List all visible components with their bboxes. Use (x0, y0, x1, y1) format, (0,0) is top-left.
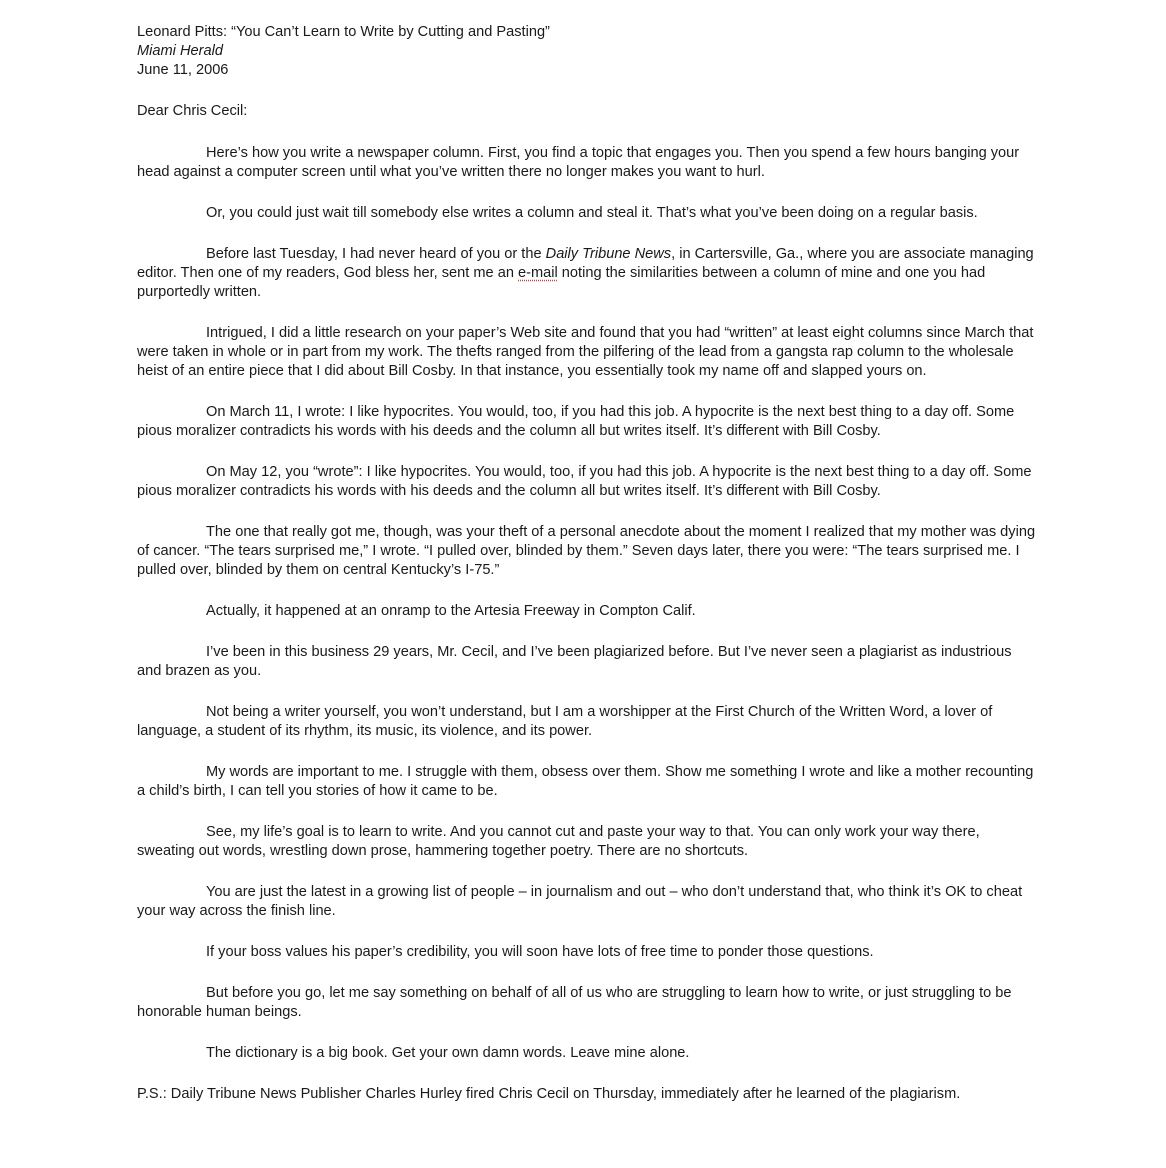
publication-date: June 11, 2006 (137, 62, 229, 78)
spellcheck-flagged-word: e-mail (518, 265, 558, 281)
paragraph: Here’s how you write a newspaper column. First, you find a topic that engages you. Then you spend a few hours banging your head against a computer screen until what you’ve written there no longer makes you want to hurl. (137, 145, 1020, 180)
byline: Leonard Pitts: “You Can’t Learn to Write by Cutting and Pasting” (137, 24, 550, 40)
paragraph: The one that really got me, though, was your theft of a personal anecdote about the moment I realized that my mother was dying of cancer. “The tears surprised me,” I wrote. “I pulled over, blinded by them.” Seven days later, there you were: “The tears surprised me. I pulled over, blinded by them on central Kentucky’s I-75.” (137, 524, 1036, 578)
paragraph: Actually, it happened at an onramp to the Artesia Freeway in Compton Calif. (206, 603, 696, 619)
paragraph: But before you go, let me say something on behalf of all of us who are struggling to learn how to write, or just struggling to be honorable human beings. (137, 985, 1012, 1020)
postscript: P.S.: Daily Tribune News Publisher Charles Hurley fired Chris Cecil on Thursday, immediately after he learned of the plagiarism. (137, 1086, 961, 1102)
paragraph: Not being a writer yourself, you won’t understand, but I am a worshipper at the First Church of the Written Word, a lover of language, a student of its rhythm, its music, its violence, and its power. (137, 704, 993, 739)
letter-document (137, 23, 1037, 1104)
paragraph: You are just the latest in a growing list of people – in journalism and out – who don’t understand that, who think it’s OK to cheat your way across the finish line. (137, 884, 1023, 919)
salutation: Dear Chris Cecil: (137, 103, 248, 119)
paragraph-text: , in Cartersville, Ga., where you are associate managing editor. Then one of my readers, God bless her, sent me an (137, 246, 1034, 281)
publication-name: Miami Herald (137, 43, 223, 59)
paragraph: The dictionary is a big book. Get your own damn words. Leave mine alone. (206, 1045, 690, 1061)
paragraph: If your boss values his paper’s credibility, you will soon have lots of free time to ponder those questions. (206, 944, 874, 960)
paragraph: I’ve been in this business 29 years, Mr. Cecil, and I’ve been plagiarized before. But I’ve never seen a plagiarist as industrious and brazen as you. (137, 644, 1012, 679)
paragraph: On May 12, you “wrote”: I like hypocrites. You would, too, if you had this job. A hypocrite is the next best thing to a day off. Some pious moralizer contradicts his words with his deeds and the column all but writes itself. It’s different with Bill Cosby. (137, 464, 1032, 499)
paragraph: My words are important to me. I struggle with them, obsess over them. Show me something I wrote and like a mother recounting a child’s birth, I can tell you stories of how it came to be. (137, 764, 1034, 799)
newspaper-name: Daily Tribune News (545, 246, 672, 262)
paragraph-text: noting the similarities between a column of mine and one you had purportedly written. (137, 265, 986, 300)
paragraph: See, my life’s goal is to learn to write. And you cannot cut and paste your way to that. You can only work your way there, sweating out words, wrestling down prose, hammering together poetry. There are no shortcuts. (137, 824, 980, 859)
paragraph: Intrigued, I did a little research on your paper’s Web site and found that you had “written” at least eight columns since March that were taken in whole or in part from my work. The thefts ranged from the pilfering of the lead from a gangsta rap column to the wholesale heist of an entire piece that I did about Bill Cosby. In that instance, you essentially took my name off and slapped yours on. (137, 325, 1034, 379)
paragraph: Or, you could just wait till somebody else writes a column and steal it. That’s what you’ve been doing on a regular basis. (206, 205, 978, 221)
paragraph: On March 11, I wrote: I like hypocrites. You would, too, if you had this job. A hypocrite is the next best thing to a day off. Some pious moralizer contradicts his words with his deeds and the column all but writes itself. It’s different with Bill Cosby. (137, 404, 1015, 439)
paragraph-text: Before last Tuesday, I had never heard of you or the (206, 246, 546, 262)
paragraph (137, 245, 1037, 302)
